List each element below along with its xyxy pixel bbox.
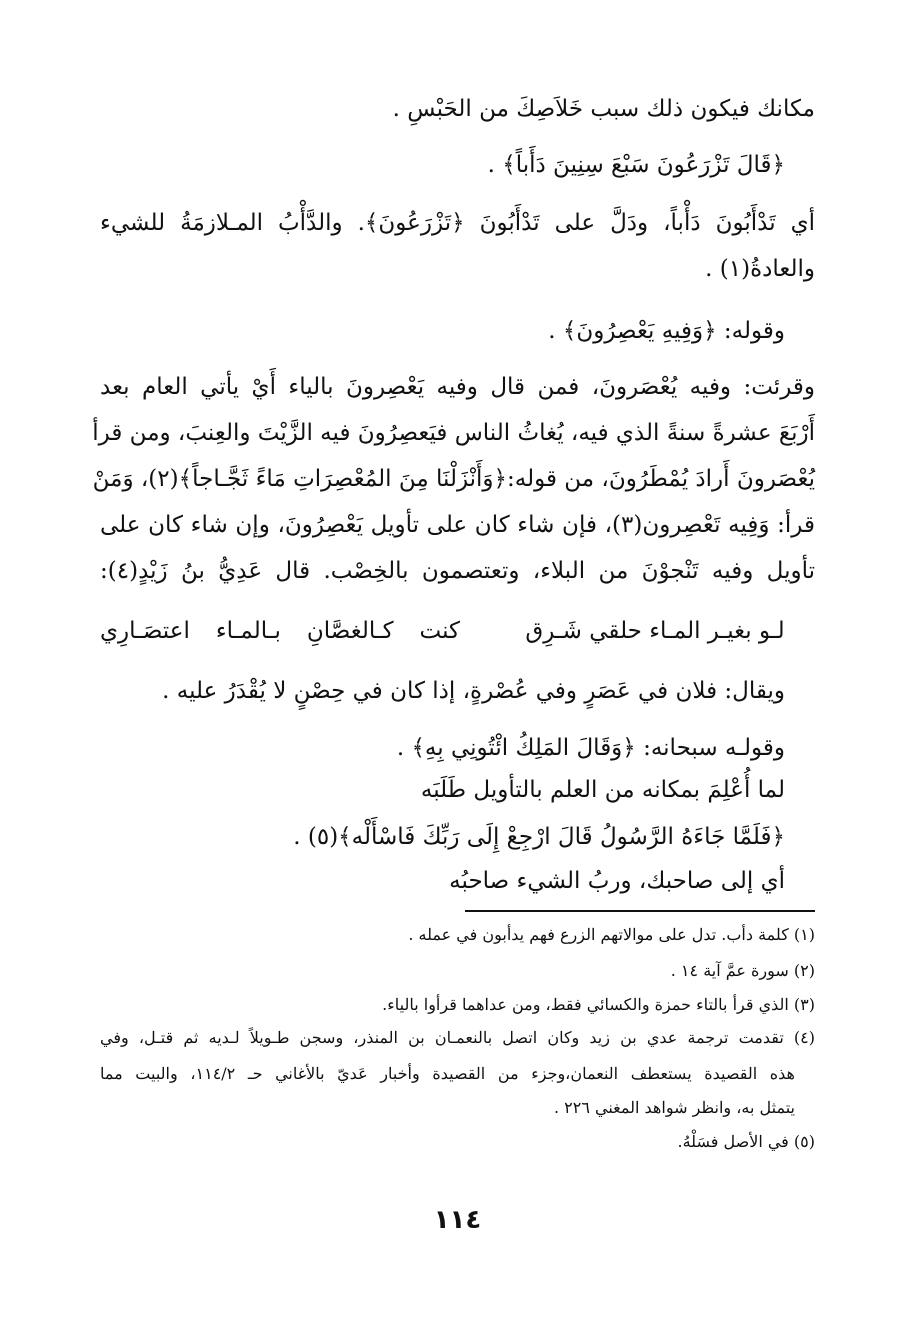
text-line: ويقال: فلان في عَصَرٍ وفي عُصْرةٍ، إذا كان في حِصْنٍ لا يُقْدَرُ عليه .: [162, 678, 785, 704]
text-line: لما أُعْلِمَ بمكانه من العلم بالتأويل طَلَبَه: [420, 777, 785, 803]
text-line: أي تَدْأَبُونَ دَأْباً، ودَلَّ على تَدْأَبُونَ ﴿تَزْرَعُونَ﴾. والدَّأْبُ المـلازمَةُ للشيء: [100, 210, 815, 236]
footnote-continuation: هذه القصيدة يستعطف النعمان،وجزء من القصيدة وأخبار عَديّ بالأغاني حـ ١١٤/٢، والبيت مما: [100, 1064, 795, 1083]
footnote: (٥) في الأصل فسَلْهُ.: [677, 1132, 815, 1151]
text-line: والعادةُ(١) .: [705, 256, 815, 282]
footnote-continuation: يتمثل به، وانظر شواهد المغني ٢٢٦ .: [553, 1098, 795, 1117]
page-number: ١١٤: [433, 1205, 482, 1235]
footnote: (٢) سورة عمَّ آية ١٤ .: [670, 961, 815, 980]
poetry-verse: [100, 616, 815, 646]
quran-verse-line: ﴿فَلَمَّا جَاءَهُ الرَّسُولُ قَالَ ارْجِعْ إِلَى رَبِّكَ فَاسْأَلْه﴾(٥) .: [293, 824, 785, 850]
text-line: يُعْصَرونَ أَرادَ يُمْطَرُونَ، من قوله:﴿وَأَنْزَلْنَا مِنَ المُعْصِرَاتِ مَاءً ثَجَّـاجاً﴾(٢)، وَمَنْ: [92, 466, 815, 492]
footnote: (٤) تقدمت ترجمة عدي بن زيد وكان اتصل بالنعمـان بن المنذر، وسجن طـويلاً لـديه ثم قتـل، وفي: [100, 1028, 815, 1047]
text-line: وقوله: ﴿وَفِيهِ يَعْصِرُونَ﴾ .: [548, 318, 785, 344]
text-line: أي إلى صاحبك، وربُ الشيء صاحبُه: [449, 868, 785, 894]
book-page: [92, 0, 815, 1334]
text-line: وقرئت: وفيه يُعْصَرونَ، فمن قال وفيه يَعْصِرونَ بالياء أَيْ يأتي العام بعد: [100, 374, 815, 400]
verse-hemistich-first: لـو بغيـر المـاء حلقي شَـرِق: [525, 618, 785, 644]
text-line: وقولـه سبحانه: ﴿وَقَالَ المَلِكُ ائْتُونِي بِهِ﴾ .: [396, 735, 785, 761]
footnote-separator: [465, 910, 815, 912]
text-line: مكانك فيكون ذلك سبب خَلاَصِكَ من الحَبْسِ .: [392, 96, 815, 122]
footnote: (٣) الذي قرأ بالتاء حمزة والكسائي فقط، ومن عداهما قرأوا بالياء.: [382, 995, 815, 1014]
text-line: أَرْبَعَ عشرةً سنةً الذي فيه، يُغاثُ الناس فيَعصِرُونَ فيه الزَّيْتَ والعِنبَ، ومن قرأ: [92, 420, 815, 446]
text-line: قرأ: وَفِيه تَعْصِرون(٣)، فإن شاء كان على تأويل يَعْصِرُونَ، وإن شاء كان على: [100, 512, 815, 538]
verse-hemistich-second: كنت كـالغصَّانِ بـالمـاء اعتصَـارِي: [100, 618, 460, 644]
quran-verse-line: ﴿قَالَ تَزْرَعُونَ سَبْعَ سِنِينَ دَأَباً﴾ .: [487, 152, 785, 178]
text-line: تأويل وفيه تَنْجوْنَ من البلاء، وتعتصمون بالخِصْب. قال عَدِيُّ بنُ زَيْدٍ(٤):: [100, 558, 815, 584]
footnote: (١) كلمة دأب. تدل على موالاتهم الزرع فهم يدأبون في عمله .: [408, 925, 815, 944]
